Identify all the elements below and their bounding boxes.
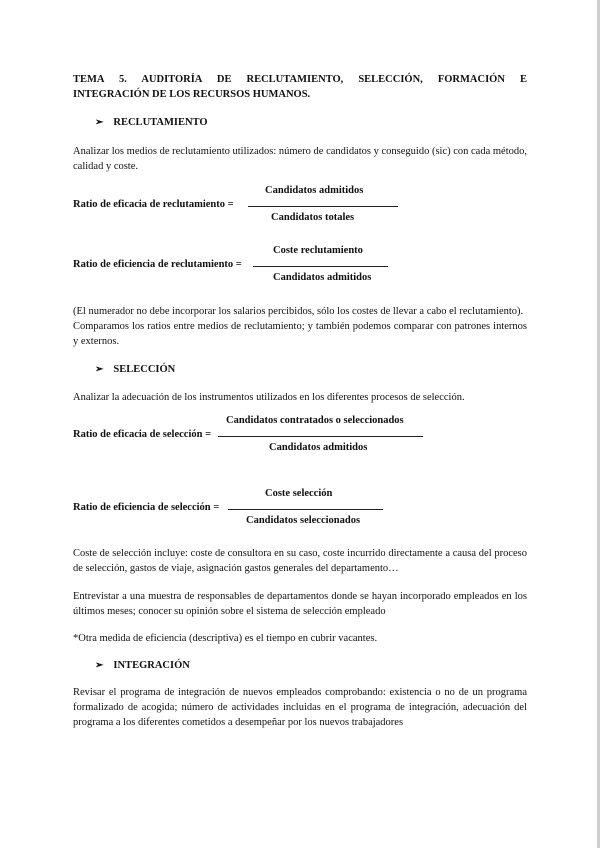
ratio-numerator: Candidatos admitidos	[265, 185, 364, 196]
fraction-bar	[228, 509, 383, 510]
fraction-bar	[248, 206, 398, 207]
title-line-2: INTEGRACIÓN DE LOS RECURSOS HUMANOS.	[73, 89, 311, 100]
ratio-eficiencia-reclutamiento	[73, 245, 527, 291]
paragraph: Analizar la adecuación de los instrumentos utilizados en los diferentes procesos de selección.	[73, 392, 465, 403]
page-title	[73, 72, 527, 102]
fraction-bar	[253, 266, 388, 267]
section-heading-label: INTEGRACIÓN	[113, 660, 190, 671]
section-heading-reclutamiento	[95, 117, 527, 128]
title-line-1: TEMA 5. AUDITORÍA DE RECLUTAMIENTO, SELECCIÓN, FORMACIÓN E	[73, 74, 527, 85]
paragraph: Analizar los medios de reclutamiento utilizados: número de candidatos y conseguido (sic) con cada método, calidad y coste.	[73, 146, 527, 172]
section-heading-label: RECLUTAMIENTO	[113, 117, 208, 128]
ratio-numerator: Coste selección	[265, 488, 333, 499]
ratio-eficiencia-seleccion	[73, 488, 527, 534]
paragraph: Revisar el programa de integración de nuevos empleados comprobando: existencia o no de un programa formalizado de acogida; número de actividades incluidas en el programa de integración, adecuación del programa a los diferentes cometidos a desempeñar por los nuevos trabajadores	[73, 687, 527, 728]
arrow-bullet-icon: ➢	[95, 364, 104, 375]
ratio-denominator: Candidatos totales	[271, 212, 355, 223]
ratio-label: Ratio de eficiencia de selección =	[73, 502, 220, 513]
ratio-label: Ratio de eficacia de selección =	[73, 429, 212, 440]
ratio-eficacia-seleccion	[73, 415, 527, 461]
document-page	[73, 72, 527, 730]
ratio-denominator: Candidatos admitidos	[273, 272, 372, 283]
paragraph: *Otra medida de eficiencia (descriptiva) es el tiempo en cubrir vacantes.	[73, 633, 378, 644]
ratio-numerator: Coste reclutamiento	[273, 245, 363, 256]
arrow-bullet-icon: ➢	[95, 660, 104, 671]
ratio-eficacia-reclutamiento	[73, 185, 527, 231]
section-heading-label: SELECCIÓN	[113, 364, 176, 375]
section-heading-seleccion	[95, 364, 527, 375]
ratio-denominator: Candidatos admitidos	[269, 442, 368, 453]
ratio-denominator: Candidatos seleccionados	[246, 515, 361, 526]
fraction-bar	[218, 436, 423, 437]
section-heading-integracion	[95, 660, 527, 671]
arrow-bullet-icon: ➢	[95, 117, 104, 128]
ratio-numerator: Candidatos contratados o seleccionados	[226, 415, 404, 426]
ratio-label: Ratio de eficacia de reclutamiento =	[73, 199, 234, 210]
paragraph: (El numerador no debe incorporar los salarios percibidos, sólo los costes de llevar a cabo el reclutamiento).	[73, 306, 524, 317]
paragraph: Comparamos los ratios entre medios de reclutamiento; y también podemos comparar con patrones internos y externos.	[73, 321, 527, 347]
ratio-label: Ratio de eficiencia de reclutamiento =	[73, 259, 242, 270]
paragraph: Coste de selección incluye: coste de consultora en su caso, coste incurrido directamente a causa del proceso de selección, gastos de viaje, asignación gastos generales del departamento…	[73, 548, 527, 574]
paragraph: Entrevistar a una muestra de responsables de departamentos donde se hayan incorporado empleados en los últimos meses; conocer su opinión sobre el sistema de selección empleado	[73, 591, 527, 617]
